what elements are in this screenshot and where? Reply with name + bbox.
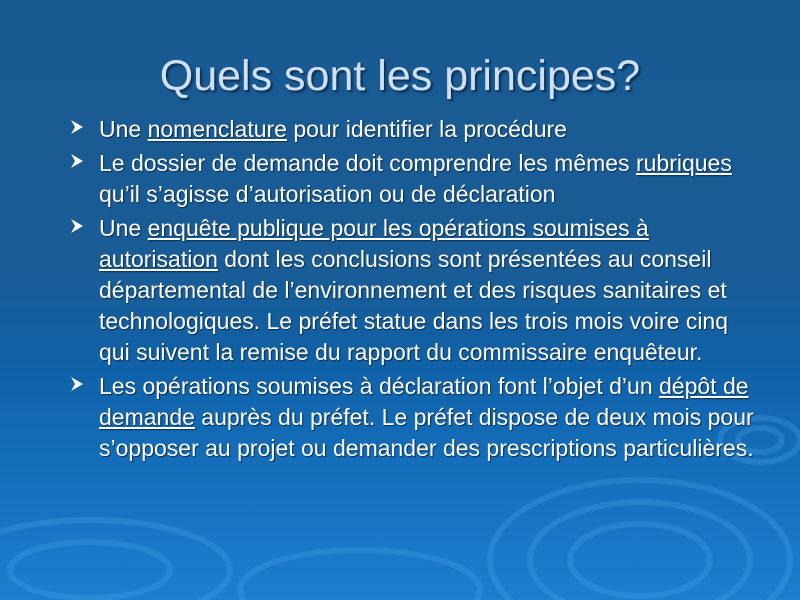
- bullet-text: [99, 373, 754, 461]
- underlined-term: rubriques: [635, 150, 732, 176]
- bullet-list: [70, 114, 760, 467]
- bullet-text-run: Le dossier de demande doit comprendre les mêmes: [99, 150, 636, 176]
- bullet-item: [70, 114, 760, 145]
- bullet-item: [70, 213, 760, 368]
- arrow-right-icon: [70, 153, 84, 169]
- bullet-text-run: Une: [99, 215, 148, 241]
- underlined-term: nomenclature: [147, 116, 287, 142]
- bullet-text-run: qu’il s’agisse d’autorisation ou de déclaration: [99, 181, 556, 207]
- bullet-text: [99, 116, 567, 142]
- bullet-text: [99, 150, 732, 207]
- bullet-text-run: Les opérations soumises à déclaration font l’objet d’un: [99, 373, 660, 399]
- bullet-item: [70, 148, 760, 210]
- arrow-right-icon: [70, 119, 84, 135]
- bullet-text-run: auprès du préfet. Le préfet dispose de deux mois pour s’opposer au projet ou demander des prescriptions particulières.: [99, 404, 754, 461]
- bullet-item: [70, 371, 760, 464]
- bullet-text: [99, 215, 728, 365]
- underlined-term: enquête publique pour les opérations soumises à autorisation: [99, 215, 649, 272]
- underlined-term: dépôt de demande: [99, 373, 749, 430]
- arrow-right-icon: [70, 218, 84, 234]
- bullet-text-run: Une: [99, 116, 148, 142]
- bullet-text-run: dont les conclusions sont présentées au conseil départemental de l’environnement et des risques sanitaires et technologiques. Le préfet statue dans les trois mois voire cinq qui suivent la remise du rapport du commissaire enquêteur.: [99, 246, 729, 365]
- arrow-right-icon: [70, 376, 84, 392]
- bullet-text-run: pour identifier la procédure: [286, 116, 567, 142]
- slide-title: Quels sont les principes?: [159, 52, 641, 100]
